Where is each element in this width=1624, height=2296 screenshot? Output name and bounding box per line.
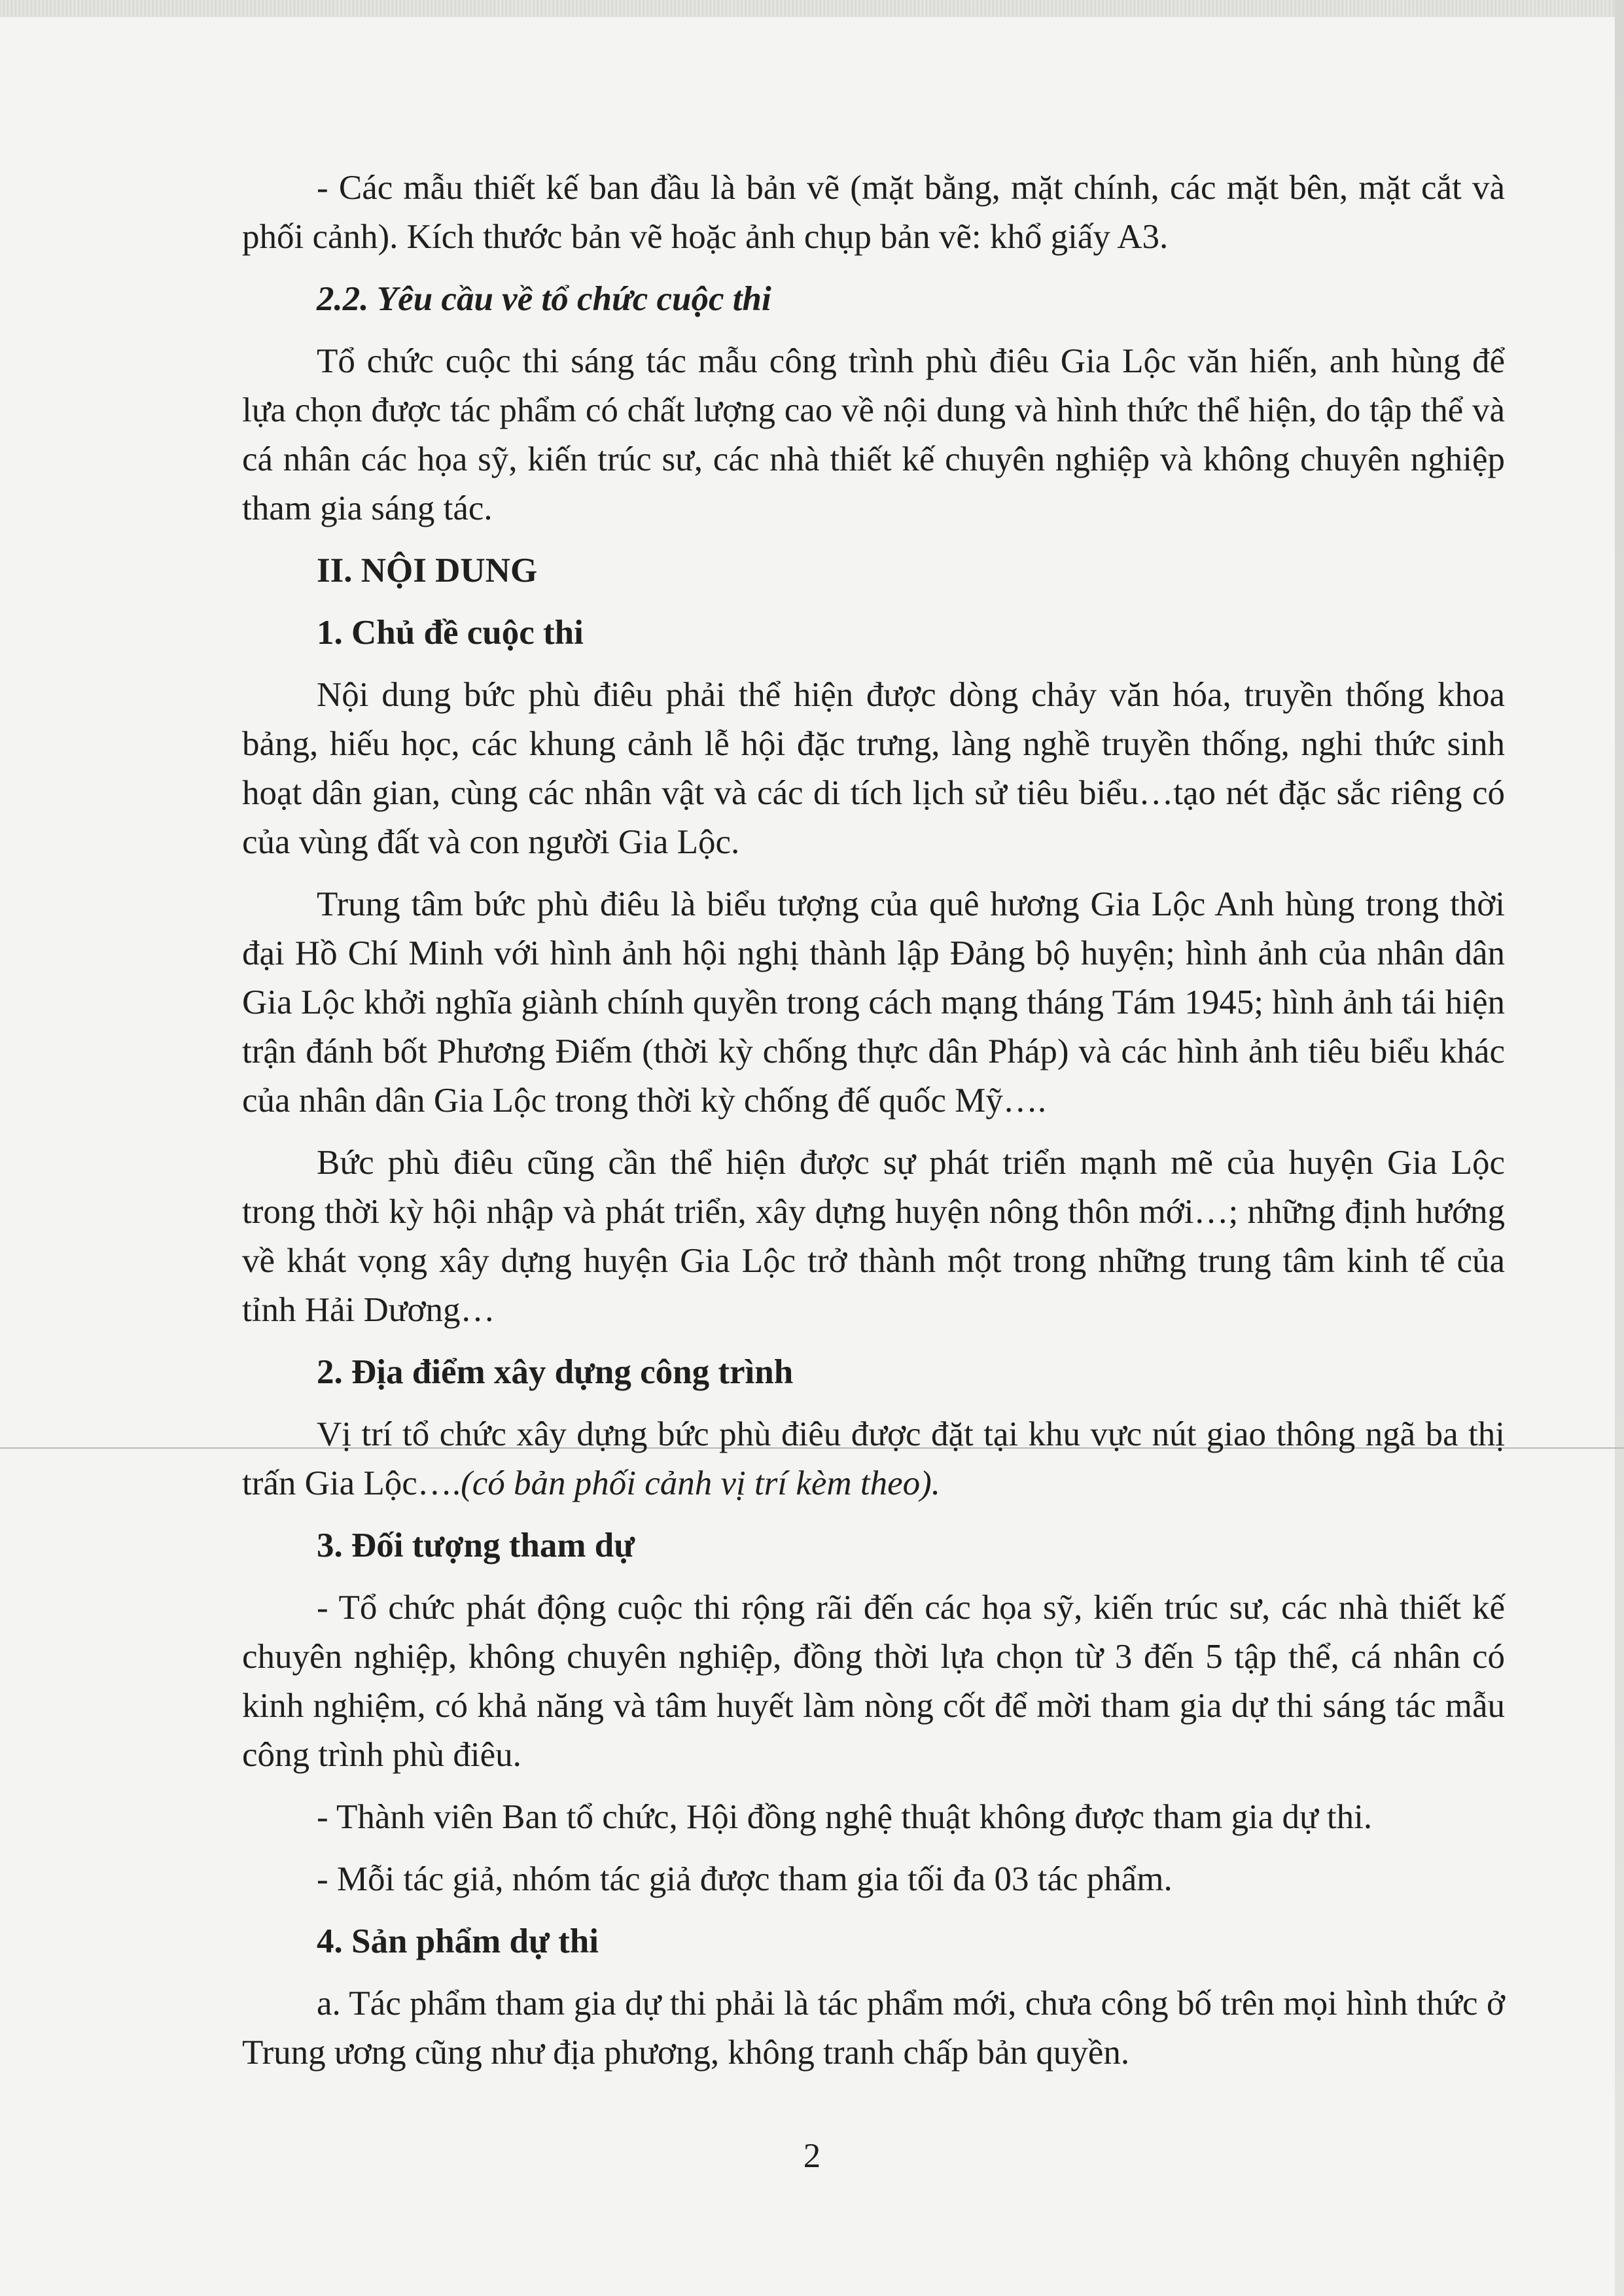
heading-1-theme: 1. Chủ đề cuộc thi: [317, 614, 584, 652]
scan-edge-top: [0, 0, 1624, 17]
paragraph-organize-contest: Tổ chức cuộc thi sáng tác mẫu công trình phù điêu Gia Lộc văn hiến, anh hùng để lựa chọn được tác phẩm có chất lượng cao về nội dung và hình thức thể hiện, do tập thể và cá nhân các họa sỹ, kiến trúc sư, các nhà thiết kế chuyên nghiệp và không chuyên nghiệp tham gia sáng tác.: [242, 342, 1505, 527]
scan-edge-right: [1615, 0, 1624, 2296]
paragraph-location: [242, 1410, 1505, 1508]
paragraph-design-samples: - Các mẫu thiết kế ban đầu là bản vẽ (mặt bằng, mặt chính, các mặt bên, mặt cắt và phối cảnh). Kích thước bản vẽ hoặc ảnh chụp bản vẽ: khổ giấy A3.: [242, 169, 1505, 256]
heading-II-content: II. NỘI DUNG: [317, 552, 538, 590]
paragraph-relief-content: Nội dung bức phù điêu phải thể hiện được dòng chảy văn hóa, truyền thống khoa bảng, hiếu học, các khung cảnh lễ hội đặc trưng, làng nghề truyền thống, nghi thức sinh hoạt dân gian, cùng các nhân vật và các di tích lịch sử tiêu biểu…tạo nét đặc sắc riêng có của vùng đất và con người Gia Lộc.: [242, 676, 1505, 861]
document-body: [242, 164, 1505, 2091]
paragraph-relief-development: Bức phù điêu cũng cần thể hiện được sự phát triển mạnh mẽ của huyện Gia Lộc trong thời kỳ hội nhập và phát triển, xây dựng huyện nông thôn mới…; những định hướng về khát vọng xây dựng huyện Gia Lộc trở thành một trong những trung tâm kinh tế của tỉnh Hải Dương…: [242, 1144, 1505, 1329]
location-note: (có bản phối cảnh vị trí kèm theo).: [461, 1464, 941, 1502]
page-number: 2: [803, 2137, 821, 2175]
paragraph-participants-limit: - Mỗi tác giả, nhóm tác giả được tham gia tối đa 03 tác phẩm.: [317, 1860, 1173, 1898]
heading-2-2-organization-requirements: 2.2. Yêu cầu về tổ chức cuộc thi: [317, 280, 771, 318]
paragraph-participants-invite: - Tổ chức phát động cuộc thi rộng rãi đến các họa sỹ, kiến trúc sư, các nhà thiết kế chuyên nghiệp, không chuyên nghiệp, đồng thời lựa chọn từ 3 đến 5 tập thể, cá nhân có kinh nghiệm, có khả năng và tâm huyết làm nòng cốt để mời tham gia dự thi sáng tác mẫu công trình phù điêu.: [242, 1589, 1505, 1774]
paragraph-entries-new: a. Tác phẩm tham gia dự thi phải là tác phẩm mới, chưa công bố trên mọi hình thức ở Trung ương cũng như địa phương, không tranh chấp bản quyền.: [242, 1985, 1505, 2072]
heading-4-entries: 4. Sản phẩm dự thi: [317, 1922, 599, 1960]
paragraph-relief-center: Trung tâm bức phù điêu là biểu tượng của quê hương Gia Lộc Anh hùng trong thời đại Hồ Chí Minh với hình ảnh hội nghị thành lập Đảng bộ huyện; hình ảnh của nhân dân Gia Lộc khởi nghĩa giành chính quyền trong cách mạng tháng Tám 1945; hình ảnh tái hiện trận đánh bốt Phương Điếm (thời kỳ chống thực dân Pháp) và các hình ảnh tiêu biểu khác của nhân dân Gia Lộc trong thời kỳ chống đế quốc Mỹ….: [242, 885, 1505, 1120]
location-text: Vị trí tổ chức xây dựng bức phù điêu được đặt tại khu vực nút giao thông ngã ba thị trấn Gia Lộc….: [242, 1415, 1505, 1502]
heading-3-participants: 3. Đối tượng tham dự: [317, 1527, 635, 1564]
paragraph-participants-exclusion: - Thành viên Ban tổ chức, Hội đồng nghệ thuật không được tham gia dự thi.: [317, 1798, 1373, 1836]
heading-2-location: 2. Địa điểm xây dựng công trình: [317, 1353, 794, 1391]
